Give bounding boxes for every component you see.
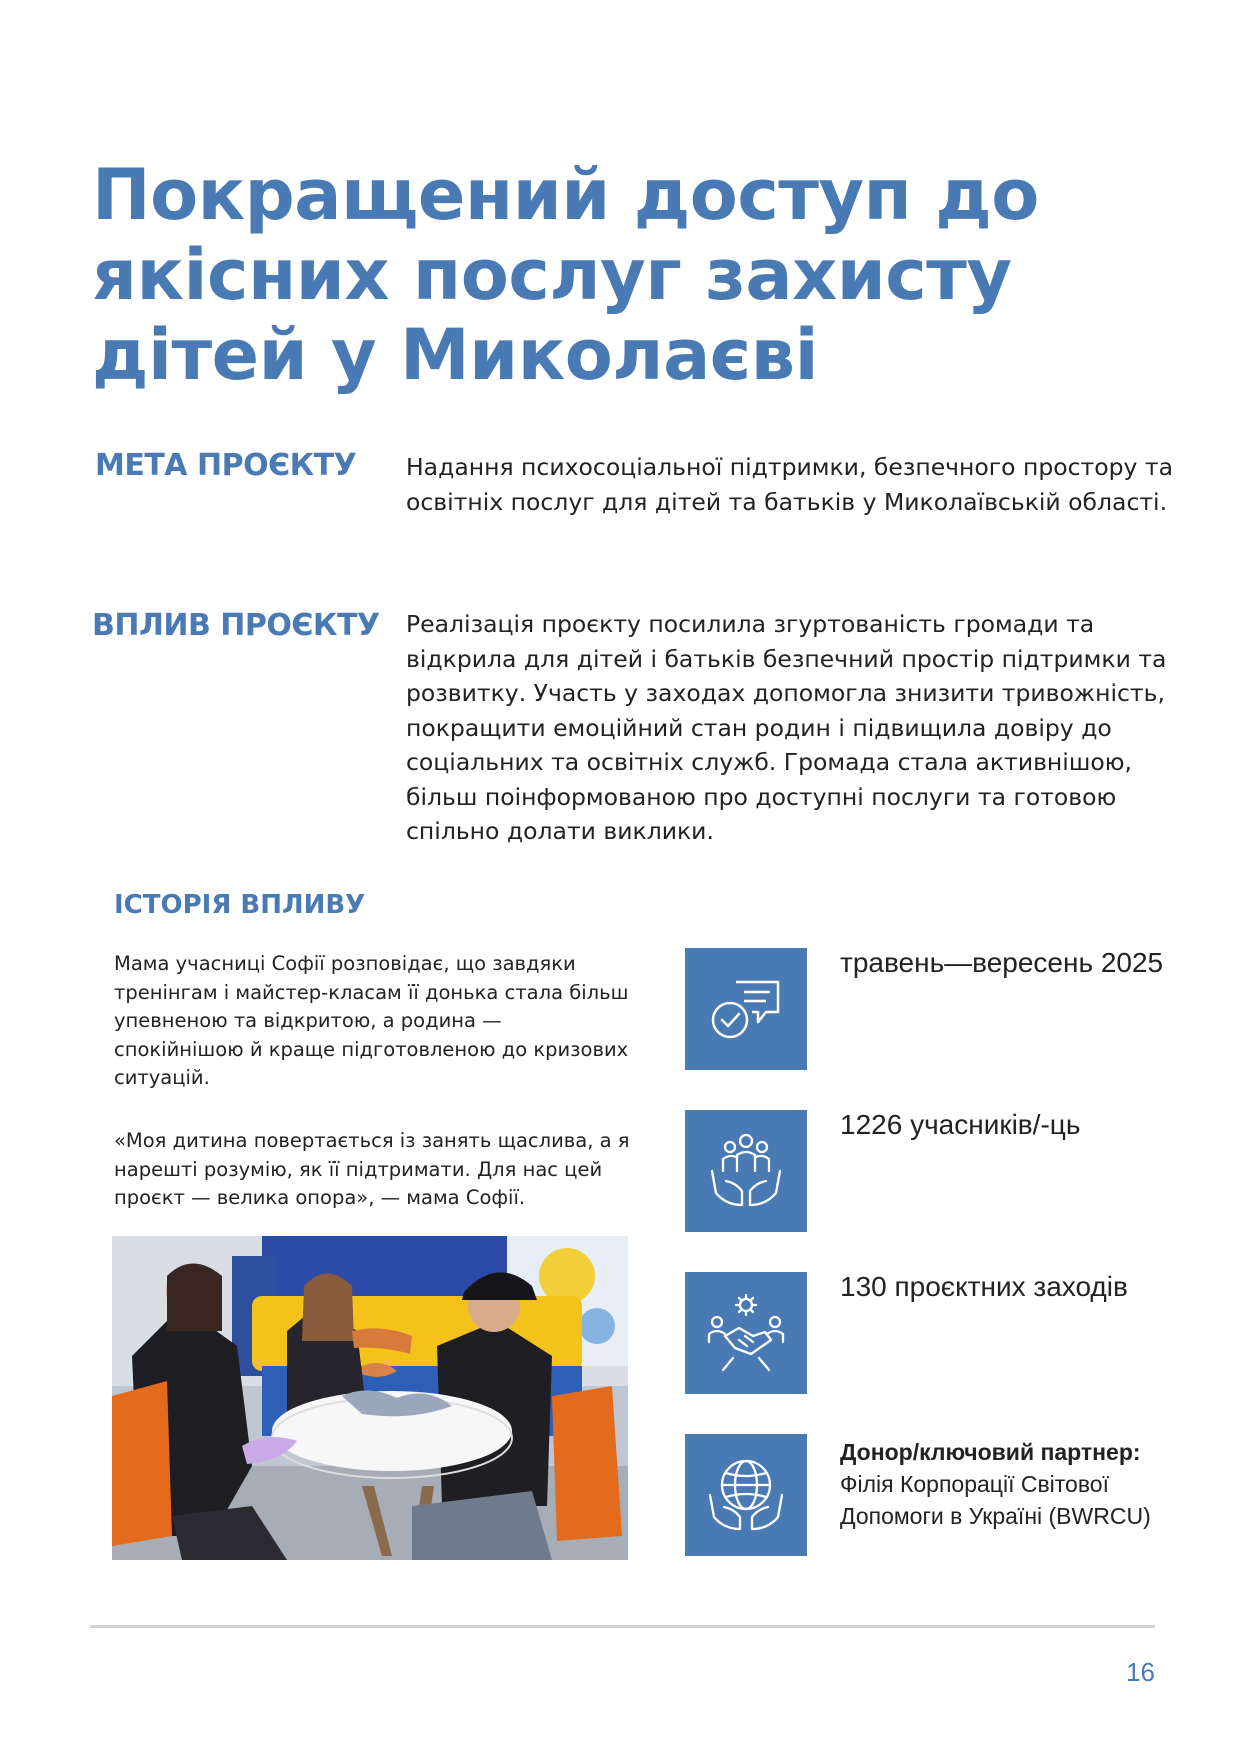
goal-text: Надання психосоціальної підтримки, безпечного простору та освітніх послуг для дітей та батьків у Миколаївській області. (406, 453, 1174, 516)
partner-title: Донор/ключовий партнер: (840, 1439, 1141, 1465)
story-photo-illustration (112, 1236, 628, 1560)
participants-text: 1226 учасників/-ць (840, 1109, 1081, 1140)
participants-icon-box (685, 1110, 807, 1232)
globe-hands-icon (706, 1455, 786, 1535)
partner-icon-box (685, 1434, 807, 1556)
events-text: 130 проєктних заходів (840, 1271, 1128, 1302)
impact-label: ВПЛИВ ПРОЄКТУ (92, 608, 380, 643)
story-paragraph-2: «Моя дитина повертається із занять щаслива, а я нарешті розумію, як її підтримати. Для нас цей проєкт — велика опора», — мама Софії. (114, 1129, 630, 1209)
story-label: ІСТОРІЯ ВПЛИВУ (114, 890, 366, 920)
story-paragraph-1: Мама учасниці Софії розповідає, що завдяки тренінгам і майстер-класам її донька стала більш упевненою та відкритою, а родина — спокійнішою й краще підготовленою до кризових ситуацій. (114, 952, 629, 1089)
goal-label: МЕТА ПРОЄКТУ (95, 448, 357, 483)
events-icon-box (685, 1272, 807, 1394)
page-number: 16 (1126, 1657, 1155, 1687)
partner-block (840, 1436, 1200, 1532)
story-photo (112, 1236, 628, 1560)
period-text: травень—вересень 2025 (840, 947, 1164, 978)
footer-divider (90, 1625, 1155, 1628)
page-title: Покращений доступ до якісних послуг захисту дітей у Миколаєві (92, 154, 1039, 396)
chat-check-icon (708, 976, 784, 1042)
period-icon-box (685, 948, 807, 1070)
people-hands-icon (706, 1131, 786, 1211)
impact-text: Реалізація проєкту посилила згуртованість громади та відкрила для дітей і батьків безпечний простір підтримки та розвитку. Участь у заходах допомогла знизити тривожність, покращити емоційний стан родин і підвищила довіру до соціальних та освітніх служб. Громада стала активнішою, більш поінформованою про доступні послуги та готовою спільно долати виклики. (406, 610, 1167, 845)
partner-name: Філія Корпорації Світової Допомоги в Україні (BWRCU) (840, 1471, 1151, 1529)
gear-handshake-icon (705, 1292, 787, 1374)
